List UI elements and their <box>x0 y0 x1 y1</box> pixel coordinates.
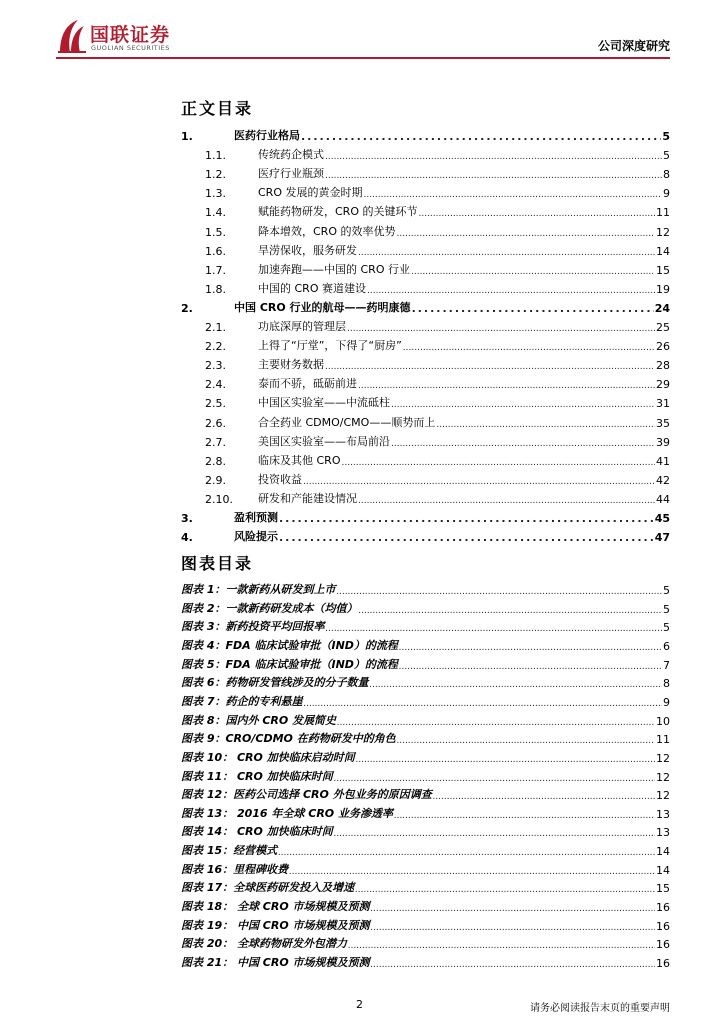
figure-entry-title: 图表 7：药企的专利悬崖 <box>181 694 303 708</box>
toc-entry[interactable] <box>181 279 670 296</box>
logo-text-en: GUOLIAN SECURITIES <box>91 44 170 52</box>
figure-leader-dots <box>355 881 655 895</box>
figure-entry[interactable] <box>181 767 670 784</box>
figure-entry[interactable] <box>181 655 670 672</box>
toc-entry-page: 29 <box>656 378 670 392</box>
toc-entry-title: 传统药企模式 <box>258 148 324 162</box>
toc-entry-page: 39 <box>656 435 670 449</box>
figure-leader-dots <box>394 807 655 821</box>
figure-entry[interactable] <box>181 934 670 951</box>
figure-leader-dots <box>334 770 655 784</box>
figure-entry-page: 12 <box>656 751 670 765</box>
figure-entry[interactable] <box>181 841 670 858</box>
toc-entry-page: 19 <box>656 282 670 296</box>
toc-entry-number: 2.2. <box>205 340 226 354</box>
toc-entry[interactable] <box>181 241 670 258</box>
toc-entry-number: 1.8. <box>205 282 226 296</box>
toc-entry[interactable] <box>181 336 670 353</box>
toc-entry-title: 中国的 CRO 赛道建设 <box>258 281 366 295</box>
toc-entry-number: 2.7. <box>205 435 226 449</box>
figure-entry[interactable] <box>181 822 670 839</box>
toc-entry-title: 医疗行业瓶颈 <box>258 167 324 181</box>
toc-entry[interactable] <box>181 413 670 430</box>
figure-entry[interactable] <box>181 580 670 597</box>
figure-entry-page: 15 <box>656 882 670 896</box>
figure-entry-page: 14 <box>656 845 670 859</box>
figure-entry[interactable] <box>181 599 670 616</box>
toc-entry-title: 美国区实验室——布局前沿 <box>258 434 390 448</box>
toc-entry[interactable] <box>181 393 670 410</box>
toc-entry-page: 12 <box>656 225 670 239</box>
figure-entry-title: 图表 16：里程碑收费 <box>181 862 289 876</box>
toc-leader-dots <box>367 282 655 296</box>
toc-entry-page: 31 <box>656 397 670 411</box>
company-logo <box>56 18 216 56</box>
toc-entry-number: 2.10. <box>205 492 233 506</box>
figure-leader-dots <box>334 825 655 839</box>
toc-entry-title: CRO 发展的黄金时期 <box>258 186 363 200</box>
figure-entry-title: 图表 10： CRO 加快临床启动时间 <box>181 750 355 764</box>
toc-entry-number: 2.5. <box>205 397 226 411</box>
toc-leader-dots <box>325 358 655 372</box>
toc-leader-dots <box>396 225 655 239</box>
figure-leader-dots <box>433 788 655 802</box>
figure-leader-dots <box>325 620 662 634</box>
toc-entry[interactable] <box>181 202 670 219</box>
toc-entry-title: 投资收益 <box>258 472 302 486</box>
figure-leader-dots <box>371 919 655 933</box>
toc-entry-title: 医药行业格局 <box>234 129 300 142</box>
figure-entry[interactable] <box>181 729 670 746</box>
toc-entry-title: 降本增效，CRO 的效率优势 <box>258 224 396 238</box>
figure-leader-dots <box>356 751 655 765</box>
toc-entry[interactable] <box>181 374 670 391</box>
toc-entry-number: 1.5. <box>205 225 226 239</box>
toc-entry-number: 1.7. <box>205 263 226 277</box>
toc-entry[interactable] <box>181 260 670 277</box>
figure-entry-page: 14 <box>656 863 670 877</box>
toc-entry-number: 2.9. <box>205 473 226 487</box>
toc-entry-title: 上得了“厅堂”，下得了“厨房” <box>258 339 402 353</box>
toc-leader-dots <box>279 530 654 544</box>
figure-leader-dots <box>369 676 662 690</box>
figure-entry-page: 16 <box>656 938 670 952</box>
figure-entry-title: 图表 12：医药公司选择 CRO 外包业务的原因调查 <box>181 788 432 802</box>
toc-leader-dots <box>358 244 655 258</box>
toc-entry-number: 2.8. <box>205 454 226 468</box>
toc-entry-title: 功底深厚的管理层 <box>258 320 346 333</box>
figure-entry-page: 5 <box>663 584 670 597</box>
logo-mark-icon <box>56 18 88 54</box>
figure-entry[interactable] <box>181 748 670 765</box>
toc-entry-number: 1.4. <box>205 206 226 220</box>
toc-entry[interactable] <box>181 164 670 181</box>
toc-entry-title: 中国 CRO 行业的航母——药明康德 <box>234 300 411 314</box>
toc-entry-number: 1. <box>181 130 193 143</box>
toc-entry-title: 合全药业 CDMO/CMO——顺势而上 <box>258 415 436 429</box>
figure-entry-title: 图表 19： 中国 CRO 市场规模及预测 <box>181 918 370 932</box>
figure-entry-title: 图表 20： 全球药物研发外包潜力 <box>181 937 347 951</box>
toc-leader-dots <box>391 396 655 410</box>
toc-entry-title: 加速奔跑——中国的 CRO 行业 <box>258 262 410 276</box>
figure-entry-page: 13 <box>656 807 670 821</box>
toc-entry-page: 5 <box>663 149 670 163</box>
toc-entry-page: 9 <box>663 187 670 201</box>
figure-entry-title: 图表 18： 全球 CRO 市场规模及预测 <box>181 900 370 914</box>
figure-entry-title: 图表 4：FDA 临床试验审批（IND）的流程 <box>181 638 398 652</box>
toc-entry-page: 35 <box>656 416 670 430</box>
toc-entry-title: 赋能药物研发，CRO 的关键环节 <box>258 205 418 219</box>
toc-entry-page: 24 <box>654 301 670 315</box>
toc-entry-page: 8 <box>663 168 670 182</box>
figure-entry-page: 10 <box>656 714 670 728</box>
toc-leader-dots <box>391 435 655 449</box>
toc-entry-page: 42 <box>656 473 670 487</box>
toc-entry[interactable] <box>181 183 670 200</box>
toc-entry-page: 47 <box>654 531 670 545</box>
figure-entry-page: 6 <box>663 639 670 653</box>
figure-leader-dots <box>289 863 655 877</box>
figure-entry-page: 11 <box>656 733 670 747</box>
figure-entry-page: 8 <box>663 677 670 691</box>
figure-leader-dots <box>397 732 655 746</box>
toc-leader-dots <box>341 454 655 468</box>
toc-leader-dots <box>363 186 662 200</box>
figure-leader-dots <box>348 937 655 951</box>
toc-entry-title: 研发和产能建设情况 <box>258 491 357 505</box>
toc-entry[interactable] <box>181 432 670 449</box>
figure-entry[interactable] <box>181 636 670 653</box>
figure-entry[interactable] <box>181 878 670 895</box>
toc-entry-title: 中国区实验室——中流砥柱 <box>258 396 390 410</box>
toc-entry-number: 2.1. <box>205 321 226 334</box>
toc-entry-title: 临床及其他 CRO <box>258 453 341 467</box>
toc-entry-title: 主要财务数据 <box>258 358 324 372</box>
toc-entry-number: 2.4. <box>205 378 226 392</box>
figure-leader-dots <box>399 639 662 653</box>
toc-entry-page: 28 <box>656 359 670 373</box>
figure-entry-page: 12 <box>656 789 670 803</box>
toc-leader-dots <box>418 205 655 219</box>
toc-entry-number: 2.6. <box>205 416 226 430</box>
toc-entry[interactable] <box>181 222 670 239</box>
figure-entry-title: 图表 17：全球医药研发投入及增速 <box>181 881 355 895</box>
figure-leader-dots <box>399 658 662 672</box>
figure-entry-title: 图表 15：经营模式 <box>181 844 278 858</box>
figure-entry[interactable] <box>181 617 670 634</box>
figure-entry-title: 图表 11： CRO 加快临床时间 <box>181 769 333 783</box>
toc-leader-dots <box>301 129 661 143</box>
figure-entry[interactable] <box>181 692 670 709</box>
toc-entry[interactable] <box>181 451 670 468</box>
figure-leader-dots <box>303 695 662 709</box>
figure-entry[interactable] <box>181 785 670 802</box>
figure-entry-title: 图表 13： 2016 年全球 CRO 业务渗透率 <box>181 806 393 820</box>
figure-entry-title: 图表 21： 中国 CRO 市场规模及预测 <box>181 956 370 969</box>
figure-entry-page: 16 <box>656 957 670 970</box>
toc-leader-dots <box>279 511 654 525</box>
logo-text-cn: 国联证券 <box>90 24 171 46</box>
toc-entry-number: 1.1. <box>205 149 226 163</box>
figure-entry-page: 13 <box>656 826 670 840</box>
toc-leader-dots <box>358 492 655 506</box>
toc-entry-page: 44 <box>656 492 670 506</box>
figure-entry[interactable] <box>181 804 670 821</box>
figure-entry-page: 5 <box>663 602 670 616</box>
figure-entry[interactable] <box>181 860 670 877</box>
toc-entry-number: 1.6. <box>205 244 226 258</box>
figure-leader-dots <box>371 900 655 914</box>
figure-entry-title: 图表 1：一款新药从研发到上市 <box>181 583 336 596</box>
toc-entry-page: 11 <box>656 206 670 220</box>
toc-entry-page: 41 <box>656 454 670 468</box>
figure-entry-page: 16 <box>656 901 670 915</box>
toc-entry-page: 14 <box>656 244 670 258</box>
toc-leader-dots <box>303 473 655 487</box>
figure-entry-page: 5 <box>663 621 670 635</box>
toc-entry[interactable] <box>181 298 670 315</box>
toc-entry-title: 风险提示 <box>234 530 278 544</box>
toc-entry-page: 5 <box>662 130 670 143</box>
figure-leader-dots <box>371 956 655 970</box>
toc-entry[interactable] <box>181 145 670 162</box>
header-divider <box>56 57 670 59</box>
figure-entry-title: 图表 14： CRO 加快临床时间 <box>181 825 333 839</box>
toc-entry-page: 25 <box>656 321 670 334</box>
figure-leader-dots <box>358 602 662 616</box>
figure-entry-page: 9 <box>663 695 670 709</box>
figure-entry-title: 图表 8：国内外 CRO 发展简史 <box>181 713 337 727</box>
toc-title: 正文目录 <box>181 99 254 118</box>
figure-entry-title: 图表 5：FDA 临床试验审批（IND）的流程 <box>181 657 398 671</box>
toc-leader-dots <box>325 167 662 181</box>
toc-entry-number: 1.2. <box>205 168 226 182</box>
toc-entry-number: 1.3. <box>205 187 226 201</box>
toc-entry-page: 45 <box>654 512 670 525</box>
toc-entry[interactable] <box>181 317 670 334</box>
toc-entry[interactable] <box>181 508 670 525</box>
toc-entry-title: 盈利预测 <box>234 511 278 524</box>
figure-entry-title: 图表 6：药物研发管线涉及的分子数量 <box>181 676 369 690</box>
toc-entry-title: 泰而不骄，砥砺前进 <box>258 377 357 391</box>
toc-entry-number: 4. <box>181 531 193 545</box>
figure-leader-dots <box>336 583 662 597</box>
page-number: 2 <box>356 998 363 1011</box>
figure-entry[interactable] <box>181 673 670 690</box>
toc-entry-number: 2. <box>181 301 193 315</box>
toc-leader-dots <box>403 339 655 353</box>
figure-entry[interactable] <box>181 916 670 933</box>
figure-leader-dots <box>337 714 655 728</box>
figure-entry[interactable] <box>181 953 670 970</box>
toc-leader-dots <box>412 301 654 315</box>
toc-entry[interactable] <box>181 527 670 544</box>
figures-title: 图表目录 <box>181 554 254 573</box>
toc-entry[interactable] <box>181 470 670 487</box>
figure-entry-title: 图表 3：新药投资平均回报率 <box>181 620 325 634</box>
toc-entry-title: 旱涝保收，服务研发 <box>258 243 357 257</box>
figure-entry-title: 图表 9：CRO/CDMO 在药物研发中的角色 <box>181 732 396 746</box>
toc-leader-dots <box>358 377 655 391</box>
figure-entry-title: 图表 2：一款新药研发成本（均值） <box>181 601 358 615</box>
toc-entry-page: 15 <box>656 263 670 277</box>
toc-leader-dots <box>411 263 655 277</box>
toc-leader-dots <box>436 416 655 430</box>
toc-entry-number: 2.3. <box>205 359 226 373</box>
footer-disclaimer: 请务必阅读报告末页的重要声明 <box>530 1003 670 1014</box>
figure-entry-page: 16 <box>656 919 670 933</box>
toc-leader-dots <box>347 320 655 334</box>
figure-entry[interactable] <box>181 711 670 728</box>
figure-entry-page: 12 <box>656 770 670 784</box>
report-type-label: 公司深度研究 <box>597 39 670 53</box>
toc-entry[interactable] <box>181 355 670 372</box>
toc-entry[interactable] <box>181 489 670 506</box>
toc-leader-dots <box>325 148 662 162</box>
figure-entry[interactable] <box>181 897 670 914</box>
toc-entry[interactable] <box>181 126 670 143</box>
toc-entry-page: 26 <box>656 340 670 354</box>
toc-entry-number: 3. <box>181 512 193 525</box>
figure-leader-dots <box>278 844 655 858</box>
figure-entry-page: 7 <box>663 658 670 672</box>
